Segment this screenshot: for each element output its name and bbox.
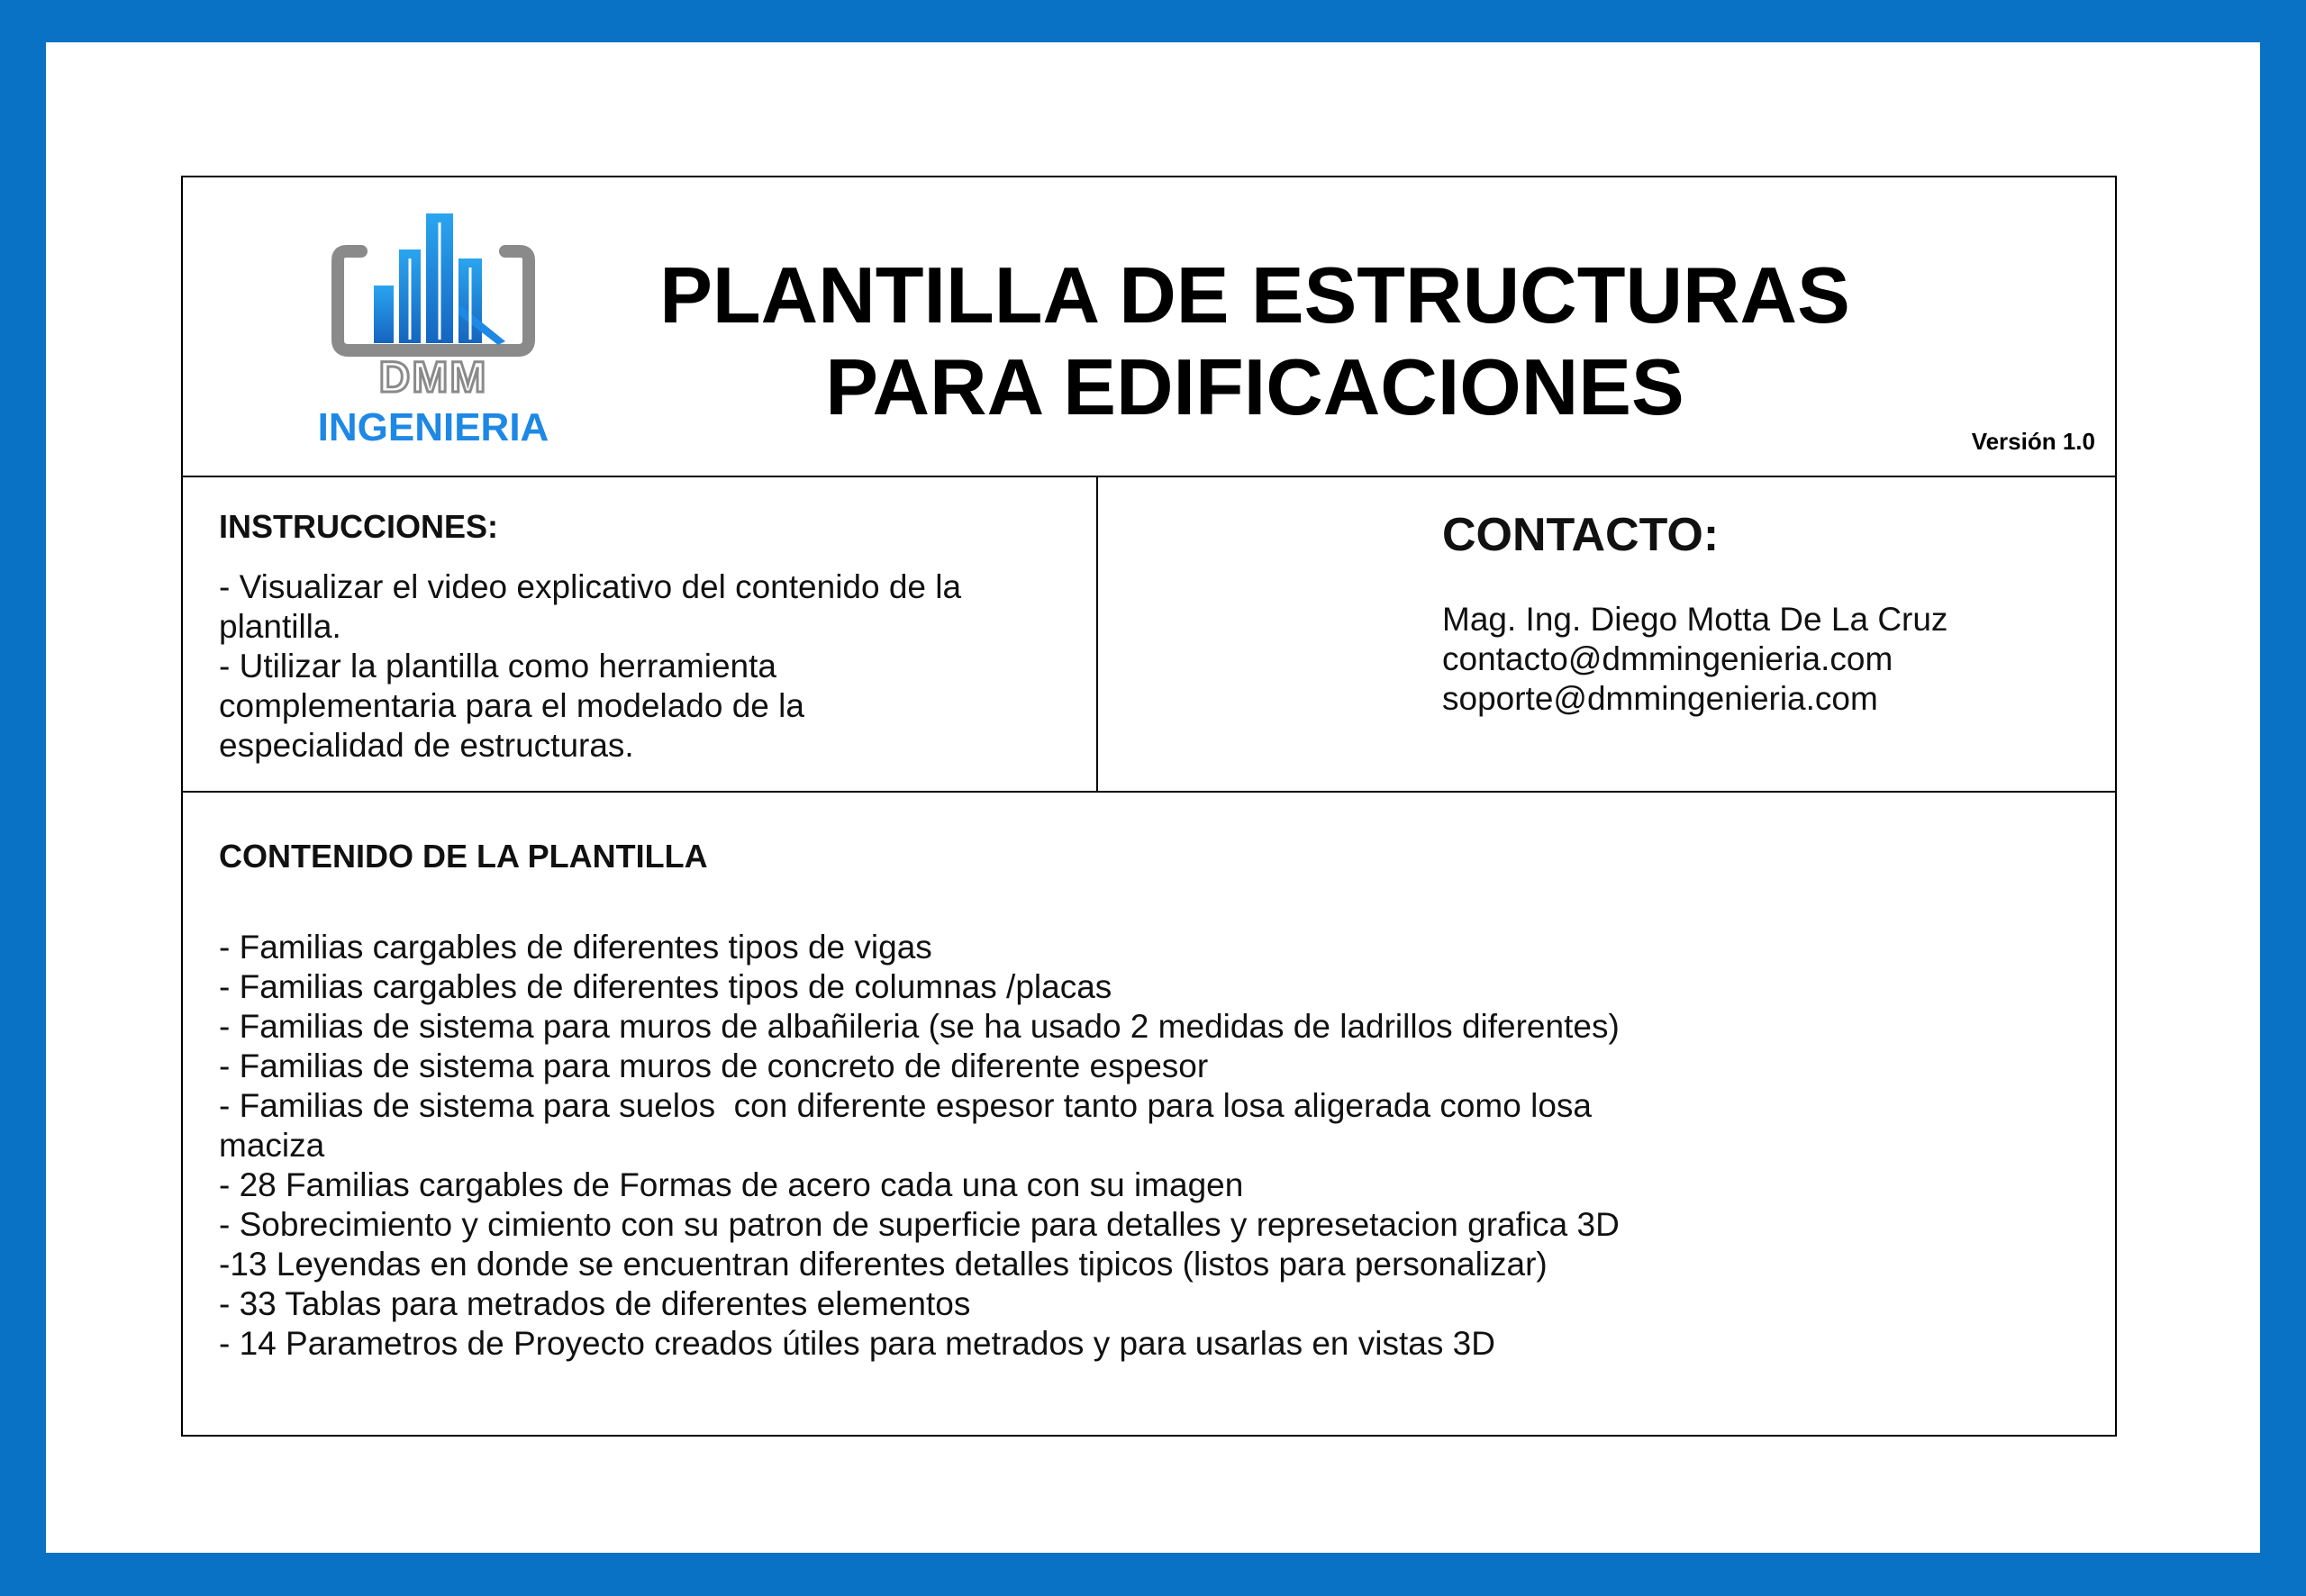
- instructions-line: especialidad de estructuras.: [219, 727, 634, 764]
- contact-details: [1442, 600, 1947, 719]
- list-item: - 28 Familias cargables de Formas de acero cada una con su imagen: [219, 1166, 1244, 1203]
- list-item: - Familias de sistema para muros de concreto de diferente espesor: [219, 1047, 1209, 1084]
- page-frame: [46, 42, 2260, 1553]
- list-item: -13 Leyendas en donde se encuentran diferentes detalles tipicos (listos para personalizar): [219, 1246, 1548, 1283]
- info-row: [183, 477, 2115, 793]
- building-logo-icon: [282, 204, 588, 457]
- title-line-1: PLANTILLA DE ESTRUCTURAS: [659, 250, 1850, 340]
- content-section: [183, 793, 2115, 1435]
- logo-ingenieria-text: INGENIERIA: [317, 405, 549, 449]
- support-email-link[interactable]: soporte@dmmingenieria.com: [1442, 680, 1878, 717]
- instructions-line: - Visualizar el video explicativo del contenido de la: [219, 568, 962, 605]
- instructions-body: [219, 567, 1057, 766]
- list-item: - 14 Parametros de Proyecto creados útiles para metrados y para usarlas en vistas 3D: [219, 1325, 1495, 1362]
- instructions-line: complementaria para el modelado de la: [219, 687, 804, 724]
- list-item: - 33 Tablas para metrados de diferentes elementos: [219, 1285, 971, 1322]
- list-item: - Familias de sistema para suelos con diferente espesor tanto para losa aligerada como losa: [219, 1087, 1592, 1124]
- content-list: [219, 928, 1930, 1364]
- list-item: - Familias de sistema para muros de albañileria (se ha usado 2 medidas de ladrillos diferentes): [219, 1008, 1620, 1045]
- document-header: [183, 177, 2115, 477]
- company-logo: [282, 204, 588, 457]
- instructions-title: INSTRUCCIONES:: [219, 508, 499, 545]
- contact-email-link[interactable]: contacto@dmmingenieria.com: [1442, 640, 1893, 677]
- version-label: Versión 1.0: [1971, 428, 2095, 455]
- title-line-2: PARA EDIFICACIONES: [825, 342, 1684, 431]
- instructions-line: - Utilizar la plantilla como herramienta: [219, 648, 776, 685]
- contact-title: CONTACTO:: [1442, 509, 1720, 561]
- list-item: - Sobrecimiento y cimiento con su patron de superficie para detalles y represetacion grafica 3D: [219, 1206, 1620, 1243]
- contact-name: Mag. Ing. Diego Motta De La Cruz: [1442, 601, 1948, 638]
- list-item: maciza: [219, 1127, 325, 1164]
- list-item: - Familias cargables de diferentes tipos de columnas /placas: [219, 968, 1112, 1005]
- list-item: - Familias cargables de diferentes tipos de vigas: [219, 929, 932, 966]
- content-title: CONTENIDO DE LA PLANTILLA: [219, 838, 708, 875]
- template-document: [181, 176, 2117, 1437]
- logo-dmm-text: DMM: [378, 354, 488, 402]
- page-title: [651, 249, 1858, 433]
- contact-section: [1098, 477, 2117, 791]
- instructions-line: plantilla.: [219, 608, 341, 645]
- instructions-section: [183, 477, 1098, 791]
